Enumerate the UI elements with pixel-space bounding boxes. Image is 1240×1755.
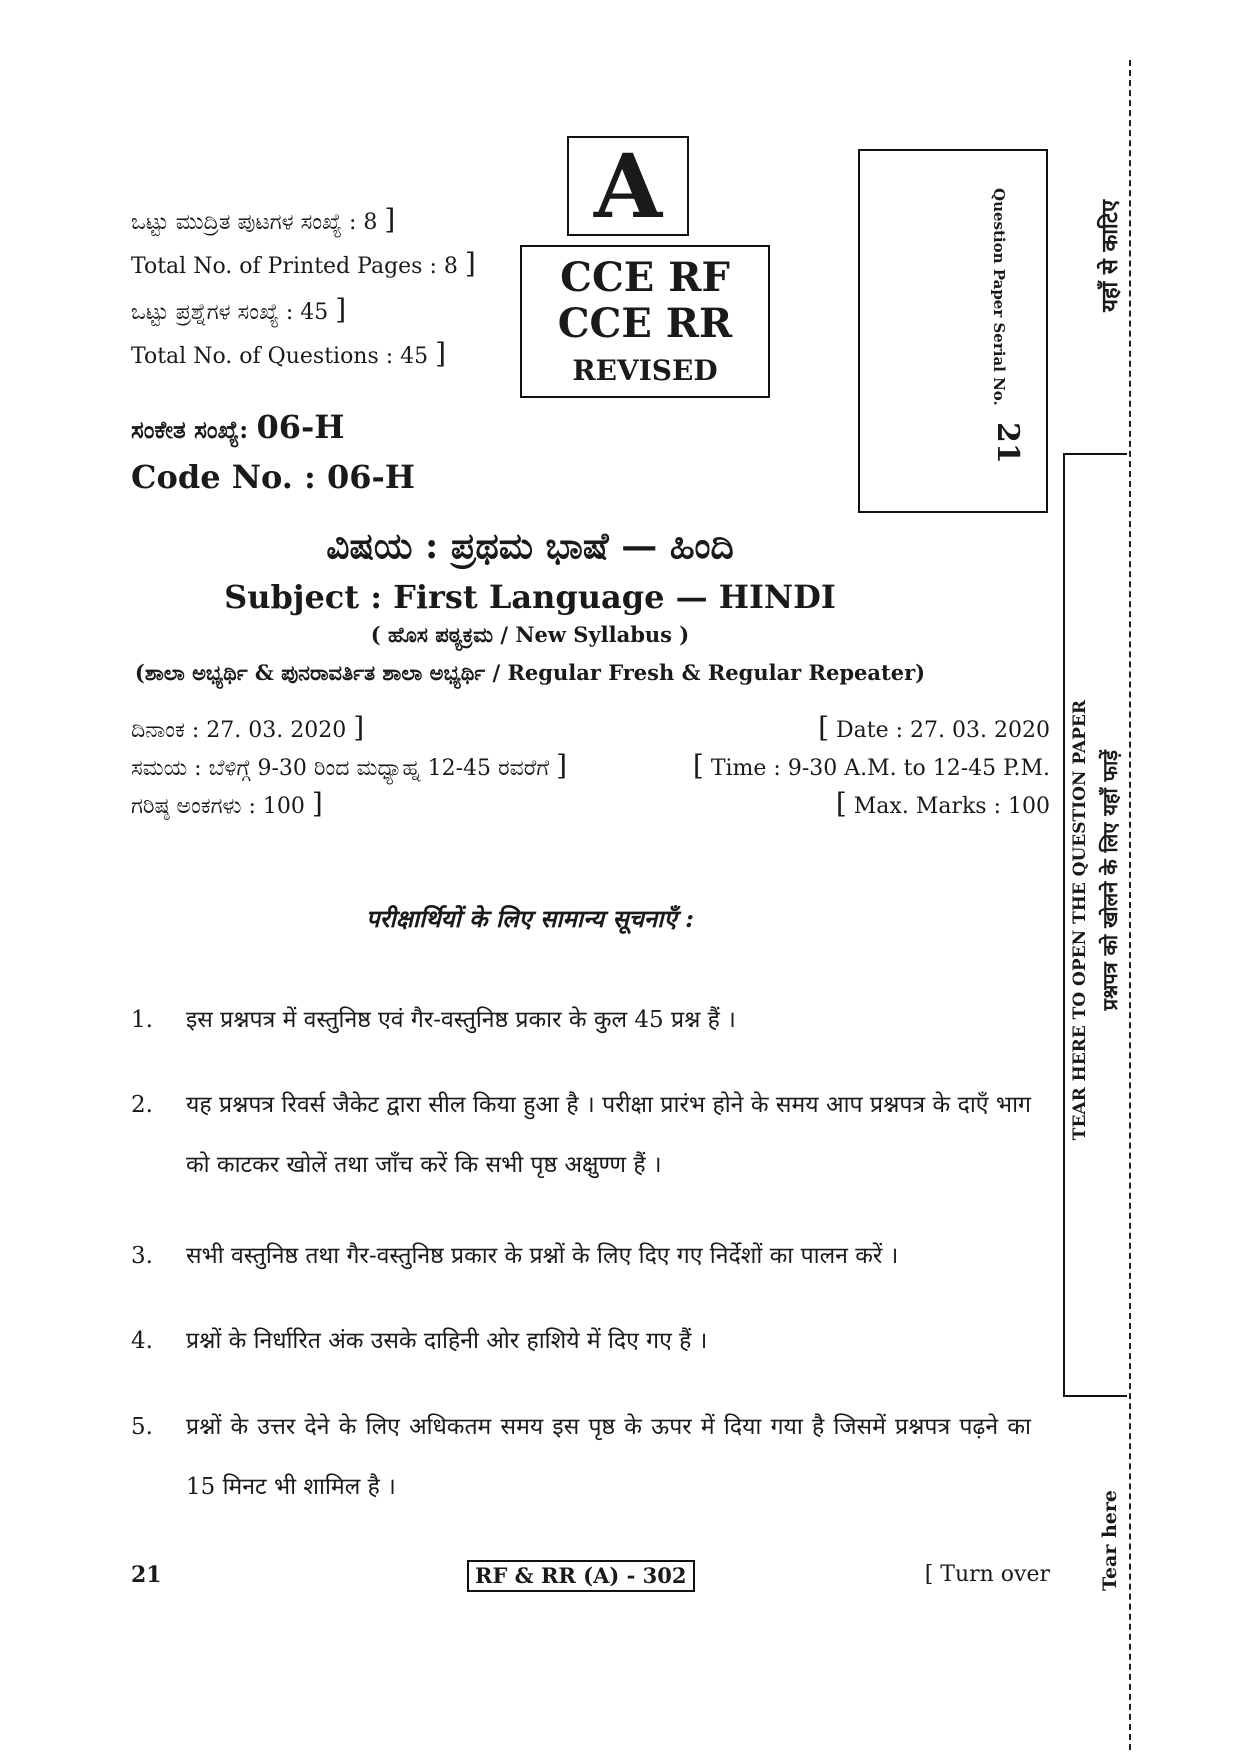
paper-code: RF & RR (A) - 302: [467, 1560, 695, 1592]
instructions-heading: परीक्षार्थियों के लिए सामान्य सूचनाएँ :: [366, 904, 694, 933]
subject-english: Subject : First Language — HINDI: [224, 578, 836, 616]
instruction-number: 3.: [131, 1243, 153, 1269]
instruction-number: 5.: [131, 1414, 153, 1440]
version-letter-box: [567, 136, 689, 236]
questions-count-kannada: ಒಟ್ಟು ಪ್ರಶ್ನೆಗಳ ಸಂಖ್ಯೆ : 45 ]: [131, 293, 347, 326]
instruction-item: [0, 990, 1060, 1050]
revised-label: REVISED: [572, 354, 718, 387]
subject-kannada: ವಿಷಯ : ಪ್ರಥಮ ಭಾಷೆ — ಹಿಂದಿ: [326, 525, 734, 567]
cce-box: [520, 245, 770, 398]
cce-rr-label: CCE RR: [557, 300, 733, 347]
questions-count-english: Total No. of Questions : 45 ]: [131, 337, 447, 370]
max-marks-kannada: ಗರಿಷ್ಠ ಅಂಕಗಳು : 100 ]: [131, 787, 323, 820]
tear-here-label: Tear here: [1099, 1490, 1121, 1591]
code-number-kannada: ಸಂಕೇತ ಸಂಖ್ಯೆ: 06-H: [131, 408, 345, 446]
tear-line: [1129, 60, 1131, 1750]
instruction-item: [0, 1075, 1060, 1195]
instruction-text: इस प्रश्नपत्र में वस्तुनिष्ठ एवं गैर-वस्तुनिष्ठ प्रकार के कुल 45 प्रश्न हैं ।: [186, 1007, 736, 1033]
instruction-text: प्रश्नों के उत्तर देने के लिए अधिकतम समय इस पृष्ठ के ऊपर में दिया गया है जिसमें प्रश्नपत्र पढ़ने का 15 मिनट भी शामिल है ।: [186, 1414, 1031, 1500]
instruction-number: 4.: [131, 1328, 153, 1354]
instruction-text: यह प्रश्नपत्र रिवर्स जैकेट द्वारा सील किया हुआ है । परीक्षा प्रारंभ होने के समय आप प्रश्नपत्र के दाएँ भाग को काटकर खोलें तथा जाँच करें कि सभी पृष्ठ अक्षुण्ण हैं ।: [186, 1092, 1031, 1178]
instruction-text: प्रश्नों के निर्धारित अंक उसके दाहिनी ओर हाशिये में दिए गए हैं ।: [186, 1328, 708, 1354]
code-number-english: Code No. : 06-H: [131, 458, 415, 496]
printed-pages-english: Total No. of Printed Pages : 8 ]: [131, 247, 476, 280]
time-english: [ Time : 9-30 A.M. to 12-45 P.M.: [692, 749, 1050, 782]
date-kannada: ದಿನಾಂಕ : 27. 03. 2020 ]: [131, 711, 365, 744]
tear-instruction-hindi: प्रश्नपत्र को खोलने के लिए यहाँ फाड़ें: [1098, 750, 1122, 1011]
instruction-number: 2.: [131, 1092, 153, 1118]
instruction-text: सभी वस्तुनिष्ठ तथा गैर-वस्तुनिष्ठ प्रकार के प्रश्नों के लिए दिए गए निर्देशों का पालन करें ।: [186, 1243, 899, 1269]
cce-rf-label: CCE RF: [560, 254, 730, 301]
turn-over-label: [ Turn over: [924, 1562, 1050, 1587]
page-number: 21: [131, 1562, 162, 1588]
printed-pages-kannada: ಒಟ್ಟು ಮುದ್ರಿತ ಪುಟಗಳ ಸಂಖ್ಯೆ : 8 ]: [131, 203, 396, 236]
serial-number-value: 21: [990, 422, 1025, 464]
instruction-item: [0, 1397, 1060, 1517]
syllabus-label: ( ಹೊಸ ಪಠ್ಯಕ್ರಮ / New Syllabus ): [370, 622, 690, 647]
date-english: [ Date : 27. 03. 2020: [818, 711, 1050, 744]
candidate-type: (ಶಾಲಾ ಅಭ್ಯರ್ಥಿ & ಪುನರಾವರ್ತಿತ ಶಾಲಾ ಅಭ್ಯರ್ಥಿ / Regular Fresh & Regular Repeater): [134, 660, 926, 685]
tear-instruction-english: TEAR HERE TO OPEN THE QUESTION PAPER: [1070, 700, 1090, 1141]
time-kannada: ಸಮಯ : ಬೆಳಿಗ್ಗೆ 9-30 ರಿಂದ ಮಧ್ಯಾಹ್ನ 12-45 ರವರೆಗೆ ]: [131, 749, 568, 782]
instruction-item: [0, 1311, 1060, 1371]
instruction-number: 1.: [131, 1007, 153, 1033]
max-marks-english: [ Max. Marks : 100: [835, 787, 1050, 820]
cut-here-label: यहाँ से काटिए: [1097, 200, 1123, 312]
instruction-item: [0, 1226, 1060, 1286]
serial-number-label: Question Paper Serial No.: [990, 188, 1008, 406]
version-letter: A: [593, 134, 663, 238]
